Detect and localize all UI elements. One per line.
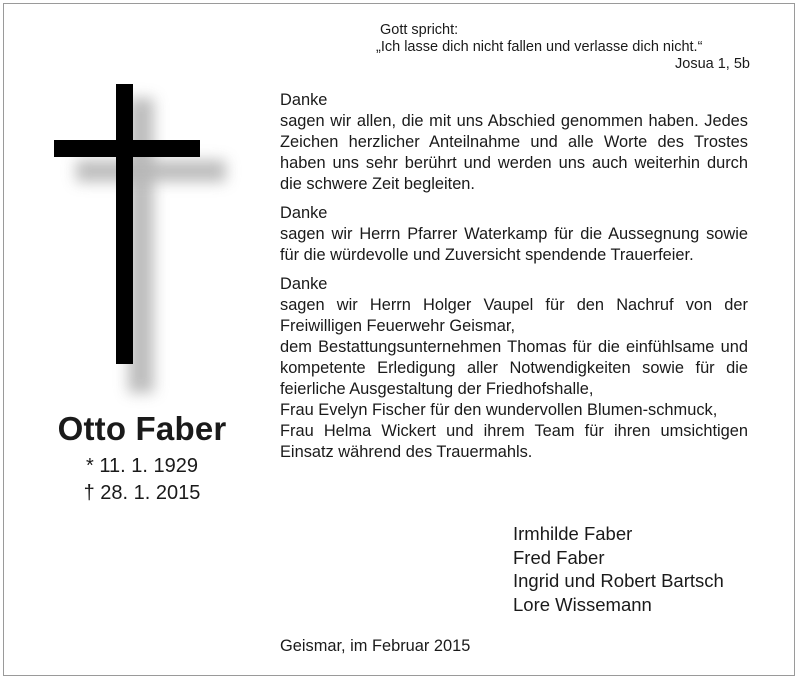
- section-line: sagen wir Herrn Holger Vaupel für den Nachruf von der Freiwilligen Feuerwehr Geismar,: [280, 296, 748, 335]
- birth-date: * 11. 1. 1929: [86, 455, 198, 477]
- section-heading: Danke: [280, 204, 328, 222]
- signer: Fred Faber: [513, 546, 605, 568]
- signer: Ingrid und Robert Bartsch: [513, 570, 724, 591]
- left-column: [0, 0, 284, 681]
- section-line: Frau Evelyn Fischer für den wundervollen Blumen-schmuck,: [280, 401, 718, 419]
- section-line: dem Bestattungsunternehmen Thomas für die einfühlsame und kompetente Erledigung aller Notwendigkeiten sowie für die feierliche Ausgestaltung der Friedhofshalle,: [280, 338, 748, 398]
- signer: Irmhilde Faber: [513, 523, 633, 544]
- section-line: sagen wir Herrn Pfarrer Waterkamp für die Aussegnung sowie für die würdevolle und Zuversicht spendende Trauerfeier.: [280, 225, 748, 264]
- thanks-section: [280, 203, 748, 266]
- quote-intro: Gott spricht:: [380, 22, 459, 38]
- quote-source: Josua 1, 5b: [675, 56, 750, 72]
- section-line: sagen wir allen, die mit uns Abschied genommen haben. Jedes Zeichen herzlicher Anteilnahme und alle Worte des Trostes haben uns sehr berührt und werden uns auch weiterhin durch die schwere Zeit begleiten.: [280, 112, 748, 193]
- quote-text: „Ich lasse dich nicht fallen und verlasse dich nicht.“: [376, 39, 703, 55]
- section-heading: Danke: [280, 275, 328, 293]
- cross-icon: [40, 70, 230, 390]
- deceased-name: Otto Faber: [57, 410, 227, 447]
- thanks-section: [280, 90, 748, 195]
- signer: Lore Wissemann: [513, 593, 652, 615]
- death-date: † 28. 1. 2015: [83, 482, 201, 504]
- bible-quote: [300, 22, 750, 73]
- thanks-section: [280, 274, 748, 463]
- place-date: Geismar, im Februar 2015: [280, 637, 471, 655]
- thanks-text: [280, 90, 748, 467]
- section-line: Frau Helma Wickert und ihrem Team für ihren umsichtigen Einsatz während des Trauermahls.: [280, 422, 748, 461]
- section-heading: Danke: [280, 91, 328, 109]
- signers-list: [513, 522, 724, 616]
